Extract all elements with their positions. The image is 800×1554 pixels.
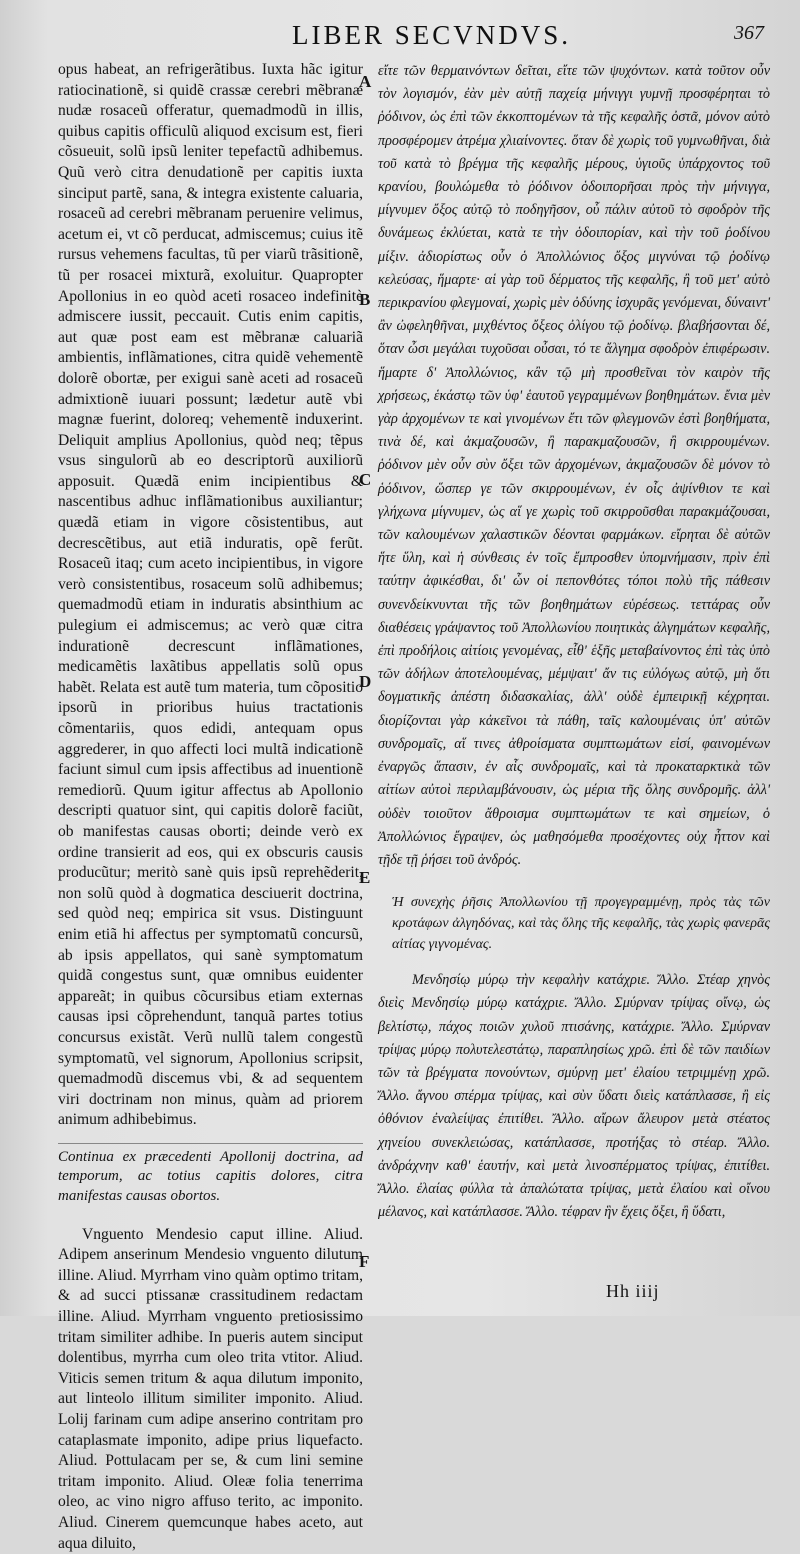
- margin-letter-b: B: [359, 290, 371, 309]
- greek-heading: Ἡ συνεχὴς ῥῆσις Ἀπολλωνίου τῇ προγεγραμμένῃ, πρὸς τὰς τῶν κροτάφων ἀλγηδόνας, καὶ τὰς ὅλης τῆς κεφαλῆς, τὰς χωρὶς φανερᾶς αἰτίας γιγνομένας.: [392, 895, 770, 953]
- running-title: LIBER SECVNDVS.: [292, 20, 572, 50]
- latin-paragraph: opus habeat, an refrigerãtibus. Iuxta hãc igitur ratiocinationẽ, si quidẽ crassæ cerebri mẽbranæ nudæ rosaceũ offeratur, quemadmodũ in illis, quibus capitis officulũ aliquod excisum est, fieri cõsueuit, solũ ipsũ leniter tepefactũ adhibemus. Quũ verò citra denudationẽ per capitis iuxta sinciput partẽ, sana, & integra existente caluaria, rosaceũ ad cerebri mẽbranam peruenire velimus, acetum ei, vt cõ perducat, admiscemus; cuius itẽ rursus vehemens facultas, tũ per viarũ trãsitionẽ, tũ per rosacei mixturã, exoluitur. Quapropter Apollonius in eo quòd aceti rosaceo indefinitè admiscere iussit, peccauit. Cutis enim capitis, aut quæ post eam est mẽbranæ caluariã ambientis, inflãmationes, citra quidẽ vehementẽ dolorẽ obortæ, per exigui sanè aceti ad rosaceũ admixtionẽ iuuari possunt; lædetur autẽ vbi magnæ fuerint, doloreq; vehementẽ induxerint. Deliquit amplius Apollonius, quòd neq; tẽpus vsus singulorũ ab eo descriptorũ auxiliorũ apposuit. Quædã enim incipientibus & nascentibus adhuc inflãmationibus auxiliantur; quædã etiam in vigore cõsistentibus, aut decrescẽtibus, aut etiã induratis, opẽ ferũt. Rosaceũ itaq; cum aceto incipientibus, in vigore verò consistentibus, rosaceum solũ adhibemus; quemadmodũ etiam in induratis absinthium ac pulegium ei admiscemus; ac verò quæ citra indurationẽ decrescunt inflãmationes, medicamẽtis laxãtibus appellatis solũ opus habẽt. Relata est autẽ tum materia, tum cõpositio ipsorũ in prioribus huius tractationis cõmentariis, quos edidi, antequam opus aggrederer, in quo affecti loci multã indicationẽ faciunt simul cum ipsis affectibus ad inuentionẽ remediorũ. Quum igitur affectus ab Apollonio descripti quatuor sint, qui capitis dolorẽ faciũt, ob manifestas causas oborti; deinde verò ex ordine transierit ad eos, qui ex obscuris causis producũtur; meritò sanè quis ipsũ reprehẽderit, non solũ quòd à dogmatica desciuerit doctrina, sed quòd neq; empirica sit vsus. Distinguunt enim etiã hi affectus per symptomatũ concursũ, ab ipsis appellatos, qui sanè symptomatum quidã congestus sunt, quæ omnibus euidenter appareãt; in quibus cõcursibus etiam externas causas ipsi cõprehendunt, tanquã partes totius concursus existãt. Verũ nullũ talem congestũ symptomatũ, vel signorum, Apollonius scripsit, quemadmodũ discemus vbi, & ad sequentem viri doctrinam non minus, quàm ad priorem animum adhibebimus.: [58, 61, 363, 1129]
- signature-mark: Hh iiij: [606, 1281, 660, 1301]
- page-number: 367: [734, 22, 764, 44]
- greek-column: [378, 60, 770, 1224]
- latin-section-title: Continua ex præcedenti Apollonij doctrina, ad temporum, ac totius capitis dolores, citra manifestas causas obortos.: [58, 1143, 363, 1207]
- latin-remedies: Vnguento Mendesio caput illine. Aliud. Adipem anserinum Mendesio vnguento dilutum illine. Aliud. Myrrham vino quàm optimo tritam, & ad succi ptissanæ crassitudinem redactam illine. Aliud. Myrrham vnguento pretiosissimo tritam similiter adhibe. In pueris autem sinciput dolentibus, myrrha cum oleo trita vtitor. Aliud. Viticis semen tritum & aqua dilutum imponito, aut linteolo illitum similiter imponito. Aliud. Lolij farinam cum adipe anserino contritam pro cataplasmate imponito, adipe prius liquefacto. Aliud. Pottulacam per se, & cum lini semine tritam imponito. Aliud. Oleæ folia tenerrima oleo, ac vino nigro affuso terito, ac imponito. Aliud. Cinerem quemcunque habes aceto, aut aqua diluito,: [58, 1225, 363, 1552]
- greek-paragraph: εἴτε τῶν θερμαινόντων δεῖται, εἴτε τῶν ψυχόντων. κατὰ τοῦτον οὖν τὸν λογισμόν, ἐὰν μὲν αὐτῇ παχείᾳ μήνιγγι γυμνῇ προσφέρηται τὸ ῥόδινον, ὡς ἐπὶ τῶν ἐκκοπτομένων τὰ τῆς κεφαλῆς ὀστᾶ, μόνον αὐτὸ προσφέρομεν ἀτρέμα χλιαίνοντες. ὅταν δὲ χωρὶς τοῦ γυμνωθῆναι, διὰ τοῦ κατὰ τὸ βρέγμα τῆς κεφαλῆς μέρους, ὑγιοῦς ὑπάρχοντος τοῦ κρανίου, βουλώμεθα τὸ ῥόδινον ὁδοιπορῆσαι πρὸς τὴν μήνιγγα, μίγνυμεν ὄξος αὐτῷ τὸ ποδηγῆσον, οὗ πάλιν αὐτοῦ τὸ σφοδρὸν τῆς δυνάμεως ἐκλύεται, κατὰ τε τὴν ὁδοιπορίαν, καὶ τὴν τοῦ ῥοδίνου μίξιν. ἀδιορίστως οὖν ὁ Ἀπολλώνιος ὄξος μιγνύναι τῷ ῥοδίνῳ κελεύσας, ἥμαρτε· αἱ γὰρ τοῦ δέρματος τῆς κεφαλῆς, ἢ τοῦ μετ' αὐτὸ περικρανίου φλεγμοναί, χωρὶς μὲν ὀδύνης ἰσχυρᾶς γενόμεναι, δύναιντ' ἂν ὠφεληθῆναι, μιχθέντος ὄξεος ὀλίγου τῷ ῥοδίνῳ. βλαβήσονται δέ, ὅταν ὦσι μεγάλαι τυχοῦσαι οὖσαι, τό τε ἄλγημα σφοδρὸν ἐπιφέρωσιν. ἥμαρτε δ' Ἀπολλώνιος, κἂν τῷ μὴ προσθεῖναι τὸν καιρὸν τῆς χρήσεως, ἑκάστῳ τῶν ὑφ' ἑαυτοῦ γεγραμμένων βοηθημάτων. ἔνια μὲν γὰρ ἀρχομένων τε καὶ γινομένων ἔτι τῶν φλεγμονῶν ἐστὶ βοηθήματα, τινὰ δέ, καὶ ἀκμαζουσῶν, ἢ παρακμαζουσῶν, ἢ σκιρρουμένων. ῥόδινον μὲν οὖν σὺν ὄξει τῶν ἀρχομένων, ἀκμαζουσῶν δὲ μόνον τὸ ῥόδινον, ὥσπερ γε τῶν σκιρρουμένων, ἐν οἷς ἀψίνθιον τε καὶ γλήχωνα μίγνυμεν, ὡς αἵ γε χωρὶς τοῦ σκιρροῦσθαι παρακμάζουσαι, τῶν καλουμένων χαλαστικῶν δέονται φαρμάκων. εἴρηται δὲ αὐτῶν ἥτε ὕλη, καὶ ἡ σύνθεσις ἐν τοῖς ἔμπροσθεν ὑπομνήμασιν, πρὶν ἐπὶ ταύτην ἀφικέσθαι, δι' ὧν οἱ πεπονθότες τόποι πολὺ τῆς πάθεσιν συνενδείκνυνται τῆς τῶν βοηθημάτων εὑρέσεως. τεττάρας οὖν διαθέσεις γράψαντος τοῦ Ἀπολλωνίου ποιητικὰς ἀλγημάτων κεφαλῆς, ἐπὶ προδήλοις αἰτίοις γενομένας, εἶθ' ἑξῆς μεταβαίνοντος ἐπὶ τὰς ὑπὸ τῶν ἀδήλων ἀποτελουμένας, μέμψαιτ' ἄν τις εὐλόγως αὐτῷ, μὴ ὅτι δογματικῆς ἀπέστη διδασκαλίας, ἀλλ' οὐδὲ ἐμπειρικῇ κέχρηται. διορίζονται γὰρ κἀκεῖνοι τὰ πάθη, ταῖς καλουμέναις ὑπ' αὐτῶν συνδρομαῖς, αἵ τινες ἀθροίσματα συμπτωμάτων εἰσί, φαινομένων ἐναργῶς ἅπασιν, ἐν αἷς συνδρομαῖς, καὶ τὰ προκαταρκτικὰ τῶν αἰτίων αὐτοὶ περιλαμβάνουσιν, ὡς μέρια τῆς ὅλης συνδρομῆς. ἀλλ' οὐδὲν τοιοῦτον ἄθροισμα συμπτωμάτων τε καὶ σημείων, ὁ Ἀπολλώνιος ἔγραψεν, ὡς μαθησόμεθα προσέχοντες οὐχ ἧττον καὶ τῇδε τῇ ῥήσει τοῦ ἀνδρός.: [378, 63, 770, 868]
- latin-column: [58, 60, 363, 1554]
- margin-letter-f: F: [359, 1252, 370, 1271]
- page-header: [0, 16, 800, 56]
- margin-letter-c: C: [359, 470, 372, 489]
- margin-letter-a: A: [359, 72, 372, 91]
- margin-letter-e: E: [359, 868, 371, 887]
- margin-letter-d: D: [359, 672, 372, 691]
- greek-remedies: Μενδησίῳ μύρῳ τὴν κεφαλὴν κατάχριε. Ἄλλο. Στέαρ χηνὸς διεὶς Μενδησίῳ μύρῳ κατάχριε. Ἄλλο. Σμύρναν τρίψας οἴνῳ, ὡς βελτίστῳ, πάχος ποιῶν χυλοῦ πτισάνης, κατάχριε. Ἄλλο. Σμύρναν τρίψας μύρῳ πολυτελεστάτῳ, παραπλησίως χρῶ. ἐπὶ δὲ τῶν παιδίων τῶν τὰ βρέγματα πονούντων, σμύρνῃ μετ' ἐλαίου τετριμμένῃ χρῶ. Ἄλλο. ἄγνου σπέρμα τρίψας, καὶ σὺν ὕδατι διεὶς κατάπλασσε, ἢ εἰς ὀθόνιον ἐναλείψας ἐπιτίθει. Ἄλλο. αἴρων ἄλευρον μετὰ στέατος χηνείου συνεκλειώσας, κατάπλασσε, προτήξας τὸ στέαρ. Ἄλλο. ἀνδράχνην καθ' ἑαυτήν, καὶ μετὰ λινοσπέρματος τρίψας, ἐπιτίθει. Ἄλλο. ἐλαίας φύλλα τὰ ἁπαλώτατα τρίψας, μετὰ ἐλαίου καὶ οἴνου μέλανος, καὶ κατάπλασσε. Ἄλλο. τέφραν ἣν ἔχεις ὄξει, ἢ ὕδατι,: [378, 972, 770, 1221]
